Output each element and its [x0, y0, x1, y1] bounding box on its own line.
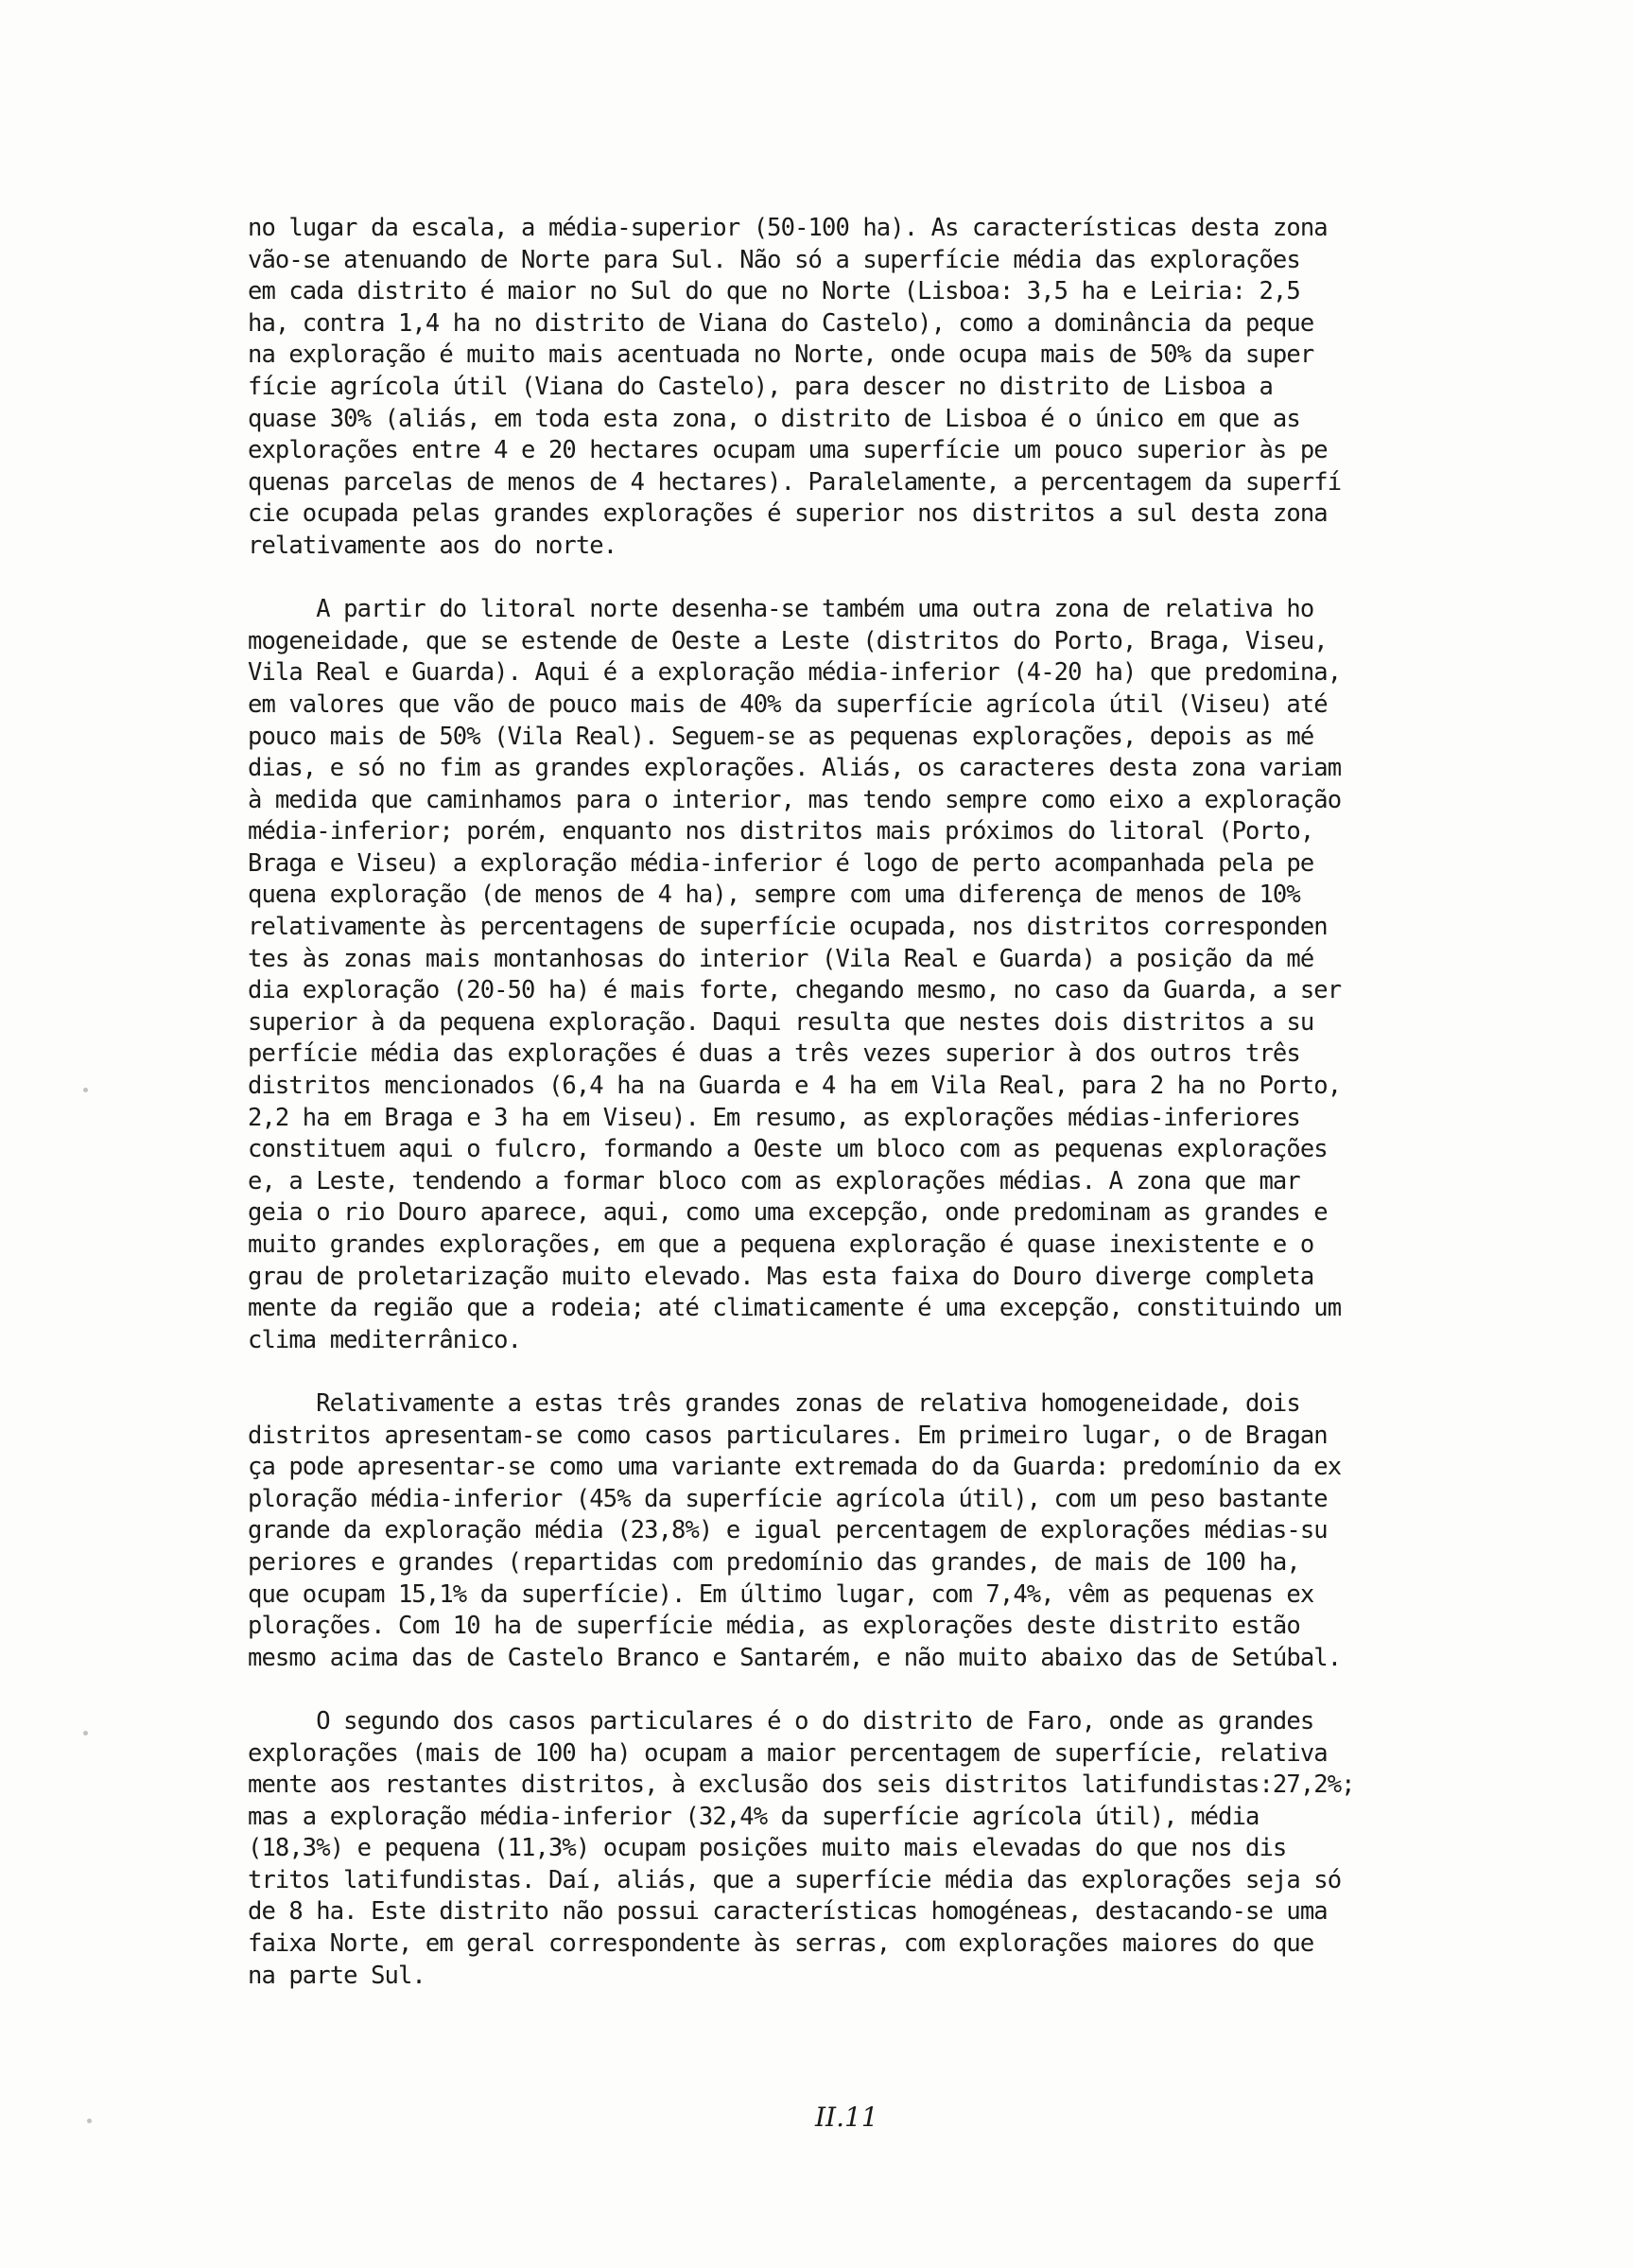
- text-line: em cada distrito é maior no Sul do que no Norte (Lisboa: 3,5 ha e Leiria: 2,5: [248, 277, 1300, 306]
- text-line: na exploração é muito mais acentuada no Norte, onde ocupa mais de 50% da super: [248, 340, 1314, 370]
- paragraph-3: [248, 1388, 1505, 1674]
- text-line: e, a Leste, tendendo a formar bloco com as explorações médias. A zona que mar: [248, 1166, 1300, 1195]
- text-line: Relativamente a estas três grandes zonas de relativa homogeneidade, dois: [248, 1388, 1300, 1418]
- text-line: superior à da pequena exploração. Daqui resulta que nestes dois distritos a su: [248, 1007, 1314, 1037]
- text-line: média-inferior; porém, enquanto nos distritos mais próximos do litoral (Porto,: [248, 817, 1314, 846]
- text-line: grau de proletarização muito elevado. Mas esta faixa do Douro diverge completa: [248, 1262, 1314, 1291]
- text-line: que ocupam 15,1% da superfície). Em último lugar, com 7,4%, vêm as pequenas ex: [248, 1579, 1314, 1609]
- paragraph-gap: [248, 1674, 1505, 1706]
- paragraph-2: [248, 594, 1505, 1356]
- text-line: perfície média das explorações é duas a três vezes superior à dos outros três: [248, 1039, 1300, 1069]
- text-line: em valores que vão de pouco mais de 40% da superfície agrícola útil (Viseu) até: [248, 689, 1328, 719]
- text-line: ha, contra 1,4 ha no distrito de Viana do Castelo), como a dominância da peque: [248, 308, 1314, 338]
- text-line: pouco mais de 50% (Vila Real). Seguem-se as pequenas explorações, depois as mé: [248, 722, 1314, 751]
- text-line: O segundo dos casos particulares é o do distrito de Faro, onde as grandes: [248, 1706, 1314, 1736]
- scan-speck: [83, 1731, 88, 1736]
- text-line: Braga e Viseu) a exploração média-inferior é logo de perto acompanhada pela pe: [248, 848, 1314, 878]
- text-line: quena exploração (de menos de 4 ha), sempre com uma diferença de menos de 10%: [248, 881, 1300, 910]
- text-line: 2,2 ha em Braga e 3 ha em Viseu). Em resumo, as explorações médias-inferiores: [248, 1103, 1300, 1132]
- text-line: à medida que caminhamos para o interior, mas tendo sempre como eixo a exploração: [248, 785, 1342, 814]
- text-line: na parte Sul.: [248, 1961, 426, 1990]
- text-line: plorações. Com 10 ha de superfície média, as explorações deste distrito estão: [248, 1612, 1300, 1641]
- page-number: II.11: [815, 2102, 878, 2133]
- text-line: de 8 ha. Este distrito não possui características homogéneas, destacando-se uma: [248, 1897, 1328, 1927]
- scan-speck: [87, 2119, 92, 2123]
- text-line: quenas parcelas de menos de 4 hectares). Paralelamente, a percentagem da superfí: [248, 467, 1342, 497]
- text-line: A partir do litoral norte desenha-se também uma outra zona de relativa ho: [248, 595, 1314, 624]
- text-line: cie ocupada pelas grandes explorações é superior nos distritos a sul desta zona: [248, 499, 1328, 529]
- paragraph-1: [248, 213, 1505, 563]
- text-line: constituem aqui o fulcro, formando a Oeste um bloco com as pequenas explorações: [248, 1135, 1328, 1164]
- text-line: mente da região que a rodeia; até climaticamente é uma excepção, constituindo um: [248, 1294, 1342, 1323]
- text-line: explorações (mais de 100 ha) ocupam a maior percentagem de superfície, relativa: [248, 1738, 1328, 1768]
- text-line: vão-se atenuando de Norte para Sul. Não só a superfície média das explorações: [248, 245, 1300, 274]
- text-line: no lugar da escala, a média-superior (50-100 ha). As características desta zona: [248, 214, 1328, 242]
- text-line: tritos latifundistas. Daí, aliás, que a superfície média das explorações seja só: [248, 1865, 1342, 1894]
- text-line: distritos apresentam-se como casos particulares. Em primeiro lugar, o de Bragan: [248, 1421, 1328, 1450]
- text-line: geia o rio Douro aparece, aqui, como uma excepção, onde predominam as grandes e: [248, 1198, 1328, 1228]
- text-line: tes às zonas mais montanhosas do interior (Vila Real e Guarda) a posição da mé: [248, 944, 1314, 973]
- text-line: fície agrícola útil (Viana do Castelo), para descer no distrito de Lisboa a: [248, 372, 1273, 401]
- text-line: (18,3%) e pequena (11,3%) ocupam posições muito mais elevadas do que nos dis: [248, 1834, 1287, 1863]
- text-line: mente aos restantes distritos, à exclusão dos seis distritos latifundistas:27,2%;: [248, 1771, 1355, 1800]
- text-line: clima mediterrânico.: [248, 1325, 522, 1354]
- paragraph-gap: [248, 1356, 1505, 1388]
- paragraph-gap: [248, 563, 1505, 595]
- text-line: relativamente aos do norte.: [248, 531, 617, 560]
- text-line: mogeneidade, que se estende de Oeste a Leste (distritos do Porto, Braga, Viseu,: [248, 626, 1328, 655]
- text-line: faixa Norte, em geral correspondente às serras, com explorações maiores do que: [248, 1929, 1314, 1959]
- paragraph-4: [248, 1706, 1505, 1992]
- text-line: distritos mencionados (6,4 ha na Guarda e 4 ha em Vila Real, para 2 ha no Porto,: [248, 1072, 1342, 1101]
- text-line: Vila Real e Guarda). Aqui é a exploração média-inferior (4-20 ha) que predomina,: [248, 658, 1342, 688]
- text-line: periores e grandes (repartidas com predomínio das grandes, de mais de 100 ha,: [248, 1547, 1300, 1577]
- text-line: dia exploração (20-50 ha) é mais forte, chegando mesmo, no caso da Guarda, a ser: [248, 976, 1342, 1005]
- text-line: quase 30% (aliás, em toda esta zona, o distrito de Lisboa é o único em que as: [248, 404, 1300, 433]
- text-line: ploração média-inferior (45% da superfície agrícola útil), com um peso bastante: [248, 1484, 1328, 1513]
- text-line: explorações entre 4 e 20 hectares ocupam uma superfície um pouco superior às pe: [248, 436, 1328, 465]
- text-line: relativamente às percentagens de superfície ocupada, nos distritos corresponden: [248, 913, 1328, 942]
- scan-speck: [83, 1088, 88, 1092]
- text-line: mas a exploração média-inferior (32,4% da superfície agrícola útil), média: [248, 1802, 1259, 1831]
- text-line: ça pode apresentar-se como uma variante extremada do da Guarda: predomínio da ex: [248, 1453, 1342, 1482]
- text-line: mesmo acima das de Castelo Branco e Santarém, e não muito abaixo das de Setúbal.: [248, 1643, 1342, 1672]
- text-line: dias, e só no fim as grandes explorações. Aliás, os caracteres desta zona variam: [248, 754, 1342, 783]
- body-text: [248, 213, 1505, 1992]
- text-line: muito grandes explorações, em que a pequena exploração é quase inexistente e o: [248, 1230, 1314, 1259]
- text-line: grande da exploração média (23,8%) e igual percentagem de explorações médias-su: [248, 1516, 1328, 1545]
